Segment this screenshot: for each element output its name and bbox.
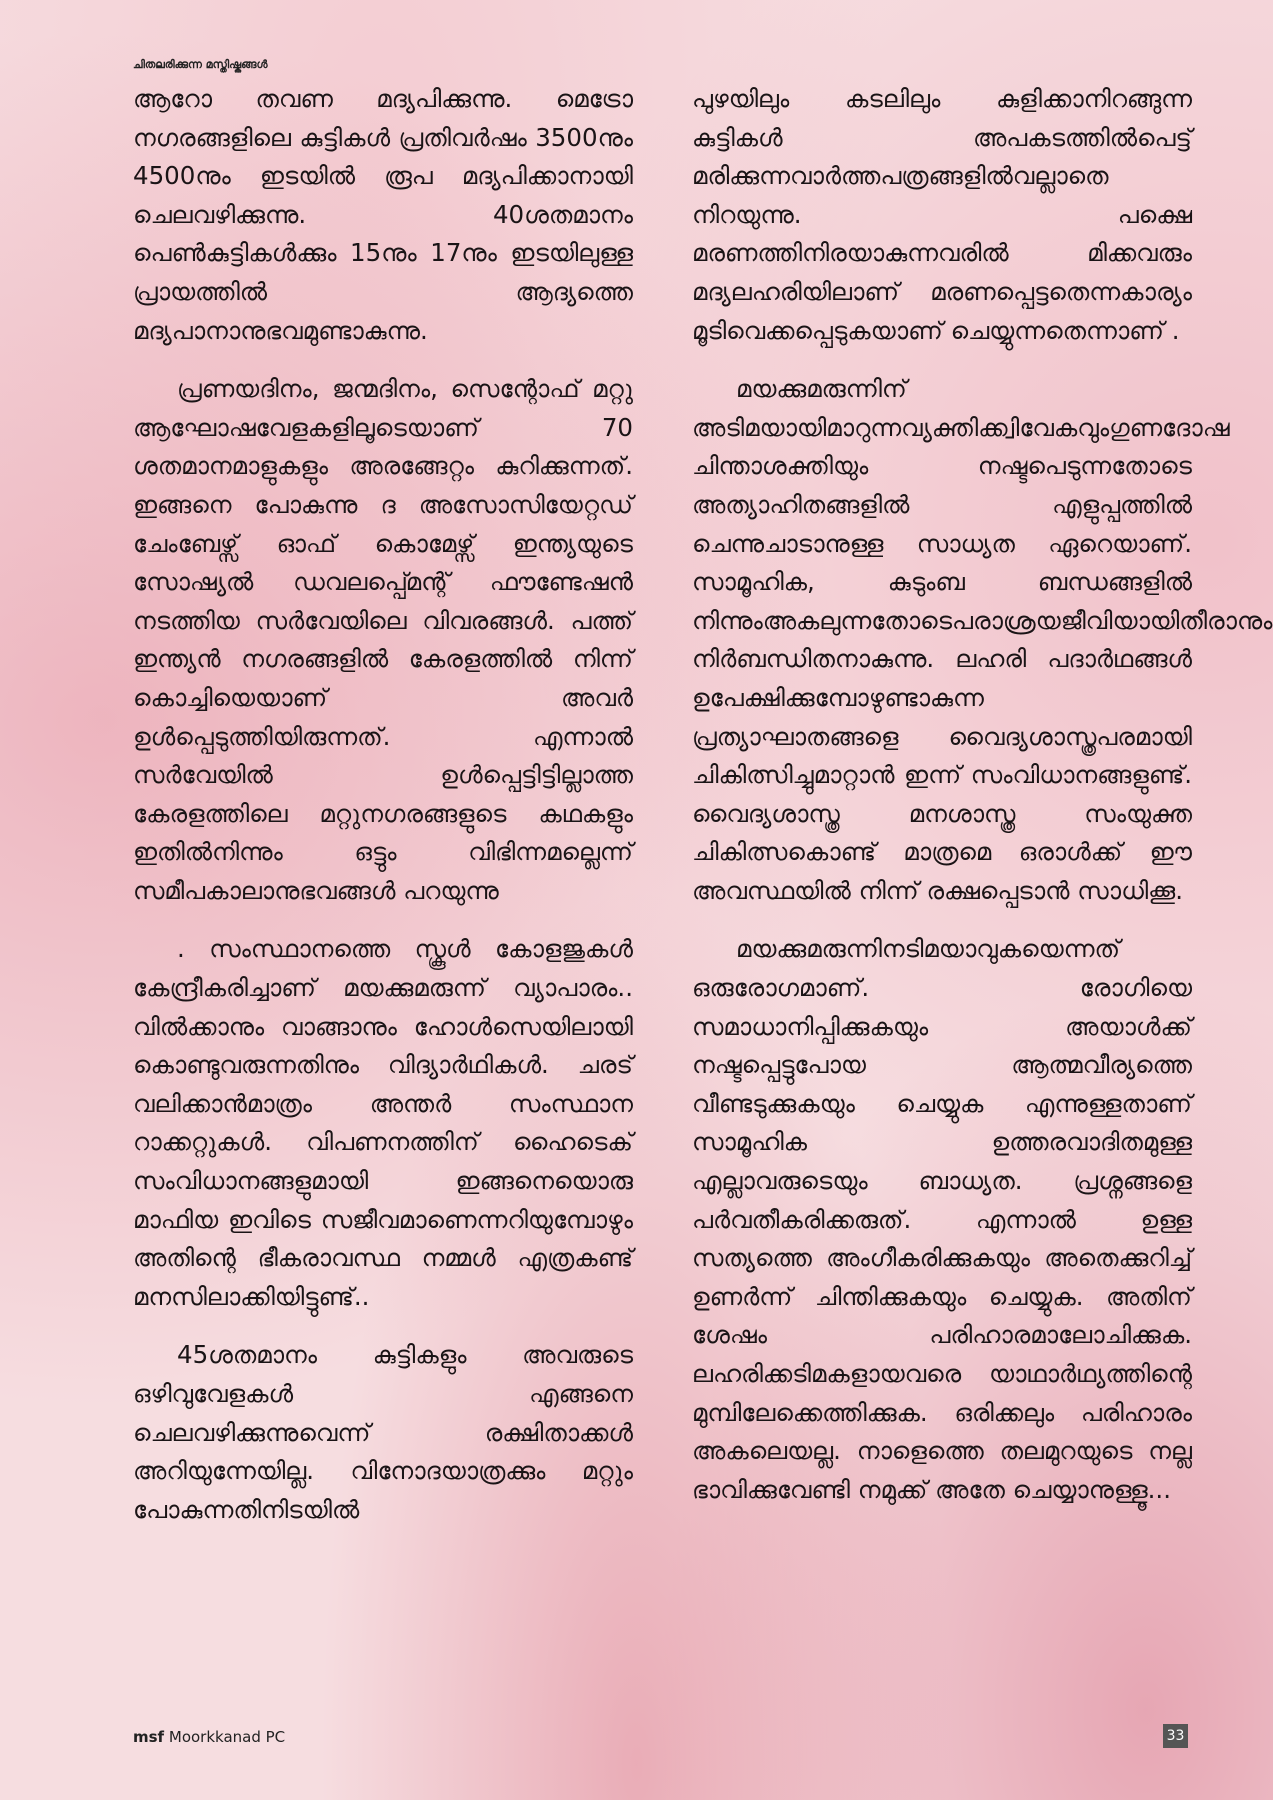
footer-credit [133,1728,285,1746]
right-column [692,80,1273,1529]
paragraph: മയക്കുമരുന്നിന് അടിമയായിമാറുന്നവ്യക്തിക്ക്വിവേകവുംഗുണദോഷ ചിന്താശക്തിയും നഷ്ടപെടുന്നതോടെ അത്യാഹിതങ്ങളിൽ എളുപ്പത്തിൽ ചെന്നുചാടാനുള്ള സാധ്യത ഏറെയാണ്. സാമൂഹിക, കുടുംബ ബന്ധങ്ങളിൽ നിന്നുംഅകലുന്നതോടെപരാശ്രയജീവിയായിതീരാനും നിർബന്ധിതനാകുന്നു. ലഹരി പദാർഥങ്ങൾ ഉപേക്ഷിക്കുമ്പോഴുണ്ടാകുന്ന പ്രത്യാഘാതങ്ങളെ വൈദ്യശാസ്ത്രപരമായി ചികിത്സിച്ചുമാറ്റാൻ ഇന്ന് സംവിധാനങ്ങളുണ്ട്. വൈദ്യശാസ്ത്ര മനശാസ്ത്ര സംയുക്ത ചികിത്സകൊണ്ട് മാത്രമെ ഒരാൾക്ക് ഈ അവസ്ഥയിൽ നിന്ന് രക്ഷപ്പെടാൻ സാധിക്കൂ. [692,374,1273,905]
paragraph: പുഴയിലും കടലിലും കുളിക്കാനിറങ്ങുന്ന കുട്ടികൾ അപകടത്തിൽപെട്ട് മരിക്കുന്നവാർത്തപത്രങ്ങളിൽവല്ലാതെ നിറയുന്നു. പക്ഷെ മരണത്തിനിരയാകുന്നവരിൽ മിക്കവരും മദ്യലഹരിയിലാണ് മരണപ്പെട്ടതെന്നകാര്യം മൂടിവെക്കപ്പെടുകയാണ് ചെയ്യുന്നതെന്നാണ് . [692,84,1192,345]
page-number: 33 [1163,1724,1188,1748]
paragraph: 45ശതമാനം കുട്ടികളും അവരുടെ ഒഴിവുവേളകൾ എങ്ങനെ ചെലവഴിക്കുന്നുവെന്ന് രക്ഷിതാക്കൾ അറിയുന്നേയില്ല. വിനോദയാത്രക്കും മറ്റും പോകുന്നതിനിടയിൽ [133,1340,633,1524]
footer-place: Moorkkanad PC [168,1728,286,1746]
paragraph: . സംസ്ഥാനത്തെ സ്കൂൾ കോളജുകൾ കേന്ദ്രീകരിച്ചാണ് മയക്കുമരുന്ന് വ്യാപാരം.. വിൽക്കാനും വാങ്ങാനും ഹോൾസെയിലായി കൊണ്ടുവരുന്നതിനും വിദ്യാർഥികൾ. ചരട് വലിക്കാൻമാത്രം അന്തർ സംസ്ഥാന റാക്കറ്റുകൾ. വിപണനത്തിന് ഹൈടെക് സംവിധാനങ്ങളുമായി ഇങ്ങനെയൊരു മാഫിയ ഇവിടെ സജീവമാണെന്നറിയുമ്പോഴും അതിന്റെ ഭീകരാവസ്ഥ നമ്മൾ എത്രകണ്ട് മനസിലാക്കിയിട്ടുണ്ട്.. [133,934,633,1311]
left-column [133,80,633,1549]
paragraph: ആറോ തവണ മദ്യപിക്കുന്നു. മെട്രോ നഗരങ്ങളിലെ കുട്ടികൾ പ്രതിവർഷം 3500നും 4500നും ഇടയിൽ രൂപ മദ്യപിക്കാനായി ചെലവഴിക്കുന്നു. 40ശതമാനം പെൺകുട്ടികൾക്കും 15നും 17നും ഇടയിലുള്ള പ്രായത്തിൽ ആദ്യത്തെ മദ്യപാനാനുഭവമുണ്ടാകുന്നു. [133,84,633,345]
footer-brand: msf [133,1728,165,1746]
paragraph: മയക്കുമരുന്നിനടിമയാവുകയെന്നത് ഒരുരോഗമാണ്. രോഗിയെ സമാധാനിപ്പിക്കുകയും അയാൾക്ക് നഷ്ടപ്പെട്ടുപോയ ആത്മവീര്യത്തെ വീണ്ടടുക്കുകയും ചെയ്യുക എന്നുള്ളതാണ് സാമൂഹിക ഉത്തരവാദിതമുള്ള എല്ലാവരുടെയും ബാധ്യത. പ്രശ്നങ്ങളെ പർവതീകരിക്കരുത്. എന്നാൽ ഉള്ള സത്യത്തെ അംഗീകരിക്കുകയും അതെക്കുറിച്ച് ഉണർന്ന് ചിന്തിക്കുകയും ചെയ്യുക. അതിന് ശേഷം പരിഹാരമാലോചിക്കുക. ലഹരിക്കടിമകളായവരെ യാഥാർഥ്യത്തിന്റെ മുമ്പിലേക്കെത്തിക്കുക. ഒരിക്കലും പരിഹാരം അകലെയല്ല. നാളെത്തെ തലമുറയുടെ നല്ല ഭാവിക്കുവേണ്ടി നമുക്ക് അതേ ചെയ്യാനുള്ളൂ... [692,934,1192,1504]
paragraph: പ്രണയദിനം, ജന്മദിനം, സെന്റോഫ് മറ്റു ആഘോഷവേളകളിലൂടെയാണ് 70 ശതമാനമാളുകളും അരങ്ങേറ്റം കുറിക്കുന്നത്. ഇങ്ങനെ പോകുന്നു ദ അസോസിയേറ്റഡ് ചേംബേഴ്സ് ഓഫ് കൊമേഴ്സ് ഇന്ത്യയുടെ സോഷ്യൽ ഡവലപ്പ്മെന്റ് ഫൗണ്ടേഷൻ നടത്തിയ സർവേയിലെ വിവരങ്ങൾ. പത്ത് ഇന്ത്യൻ നഗരങ്ങളിൽ കേരളത്തിൽ നിന്ന് കൊച്ചിയെയാണ് അവർ ഉൾപ്പെടുത്തിയിരുന്നത്. എന്നാൽ സർവേയിൽ ഉൾപ്പെട്ടിട്ടില്ലാത്ത കേരളത്തിലെ മറ്റുനഗരങ്ങളുടെ കഥകളും ഇതിൽനിന്നും ഒട്ടും വിഭിന്നമല്ലെന്ന് സമീപകാലാനുഭവങ്ങൾ പറയുന്നു [133,374,633,905]
running-header: ചിതലരിക്കുന്ന മസ്തിഷ്കങ്ങൾ [133,58,268,71]
